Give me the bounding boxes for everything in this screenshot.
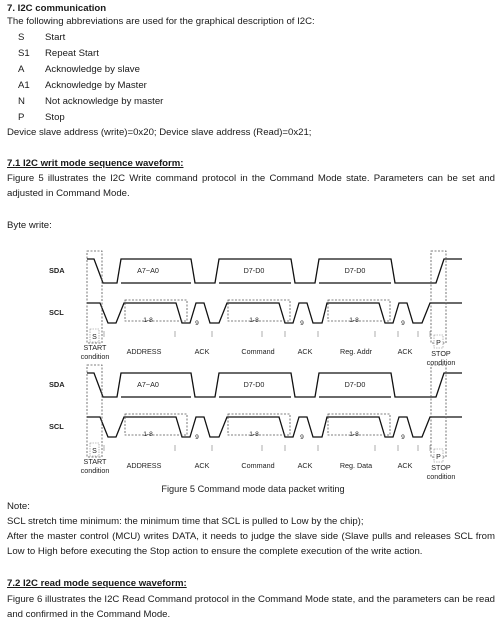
stop-condition-box (431, 365, 446, 457)
ninth-bit-label: 9 (401, 434, 405, 441)
stop-condition-label: condition (426, 472, 456, 481)
abbr-key: N (18, 96, 25, 107)
stop-marker: P (436, 454, 441, 461)
abbr-key: S1 (18, 48, 30, 59)
abbr-value: Stop (45, 112, 65, 123)
stop-condition-label: condition (426, 358, 456, 367)
start-condition-label: condition (80, 466, 110, 475)
waveform-diagram-1 (49, 251, 462, 367)
ninth-bit-label: 9 (195, 434, 199, 441)
phase-label: ACK (397, 461, 413, 470)
sda-label: SDA (49, 266, 65, 275)
start-condition-label: START (83, 343, 107, 352)
waveform-diagram-2 (49, 365, 462, 481)
ninth-bit-label: 9 (300, 434, 304, 441)
bit-range-label: 1-8 (349, 431, 359, 438)
data-byte-label: D7-D0 (344, 380, 366, 389)
read-section-paragraph: Figure 6 illustrates the I2C Read Command protocol in the Command Mode state, and the parameters can be read and confirmed in the Command Mode. (7, 594, 495, 620)
start-marker: S (92, 448, 97, 455)
phase-label: ADDRESS (126, 461, 162, 470)
abbr-key: A (18, 64, 25, 75)
abbr-value: Not acknowledge by master (45, 96, 164, 107)
note-line-1: SCL stretch time minimum: the minimum time that SCL is pulled to Low by the chip); (7, 516, 364, 527)
abbr-key: A1 (18, 80, 30, 91)
phase-label: ACK (194, 461, 210, 470)
phase-label: ACK (397, 347, 413, 356)
start-condition-label: condition (80, 352, 110, 361)
bit-range-label: 1-8 (249, 431, 259, 438)
read-section-title: 7.2 I2C read mode sequence waveform: (7, 578, 187, 589)
section-title: 7. I2C communication (7, 3, 107, 14)
abbr-value: Start (45, 32, 66, 43)
bit-range-label: 1-8 (249, 317, 259, 324)
address-byte-label: A7~A0 (137, 380, 159, 389)
data-byte-label: D7-D0 (243, 380, 265, 389)
scl-label: SCL (49, 308, 64, 317)
write-section-paragraph: Figure 5 illustrates the I2C Write command protocol in the Command Mode state. Parameters can be set and adjusted in Command Mode. (7, 173, 495, 199)
address-byte-label: A7~A0 (137, 266, 159, 275)
ninth-bit-label: 9 (300, 320, 304, 327)
phase-label: ACK (297, 461, 313, 470)
ninth-bit-label: 9 (195, 320, 199, 327)
stop-condition-label: STOP (431, 463, 451, 472)
ninth-bit-label: 9 (401, 320, 405, 327)
abbr-value: Acknowledge by Master (45, 80, 147, 91)
stop-marker: P (436, 340, 441, 347)
bit-range-label: 1-8 (349, 317, 359, 324)
start-condition-label: START (83, 457, 107, 466)
phase-label: ACK (297, 347, 313, 356)
phase-label: Command (241, 347, 275, 356)
abbr-value: Repeat Start (45, 48, 99, 59)
sda-label: SDA (49, 380, 65, 389)
note-paragraph-2: After the master control (MCU) writes DATA, it needs to judge the slave side (Slave pulls and releases SCL from Low to High before executing the Stop action to ensure the complete execution of the write action. (7, 531, 495, 557)
note-heading: Note: (7, 501, 30, 512)
stop-condition-label: STOP (431, 349, 451, 358)
data-byte-label: D7-D0 (243, 266, 265, 275)
phase-label: ADDRESS (126, 347, 162, 356)
data-byte-label: D7-D0 (344, 266, 366, 275)
abbr-value: Acknowledge by slave (45, 64, 140, 75)
scl-label: SCL (49, 422, 64, 431)
byte-write-label: Byte write: (7, 220, 52, 231)
abbr-key: S (18, 32, 25, 43)
bit-range-label: 1-8 (143, 431, 153, 438)
phase-label: Reg. Addr (340, 347, 372, 356)
slave-address-line: Device slave address (write)=0x20; Device slave address (Read)=0x21; (7, 127, 312, 138)
abbreviation-intro: The following abbreviations are used for the graphical description of I2C: (7, 16, 315, 27)
phase-label: Reg. Data (339, 461, 373, 470)
bit-range-label: 1-8 (143, 317, 153, 324)
phase-label: ACK (194, 347, 210, 356)
stop-condition-box (431, 251, 446, 343)
abbr-key: P (18, 112, 25, 123)
write-section-title: 7.1 I2C writ mode sequence waveform: (7, 158, 184, 169)
start-marker: S (92, 334, 97, 341)
phase-label: Command (241, 461, 275, 470)
figure-caption: Figure 5 Command mode data packet writing (161, 484, 345, 494)
